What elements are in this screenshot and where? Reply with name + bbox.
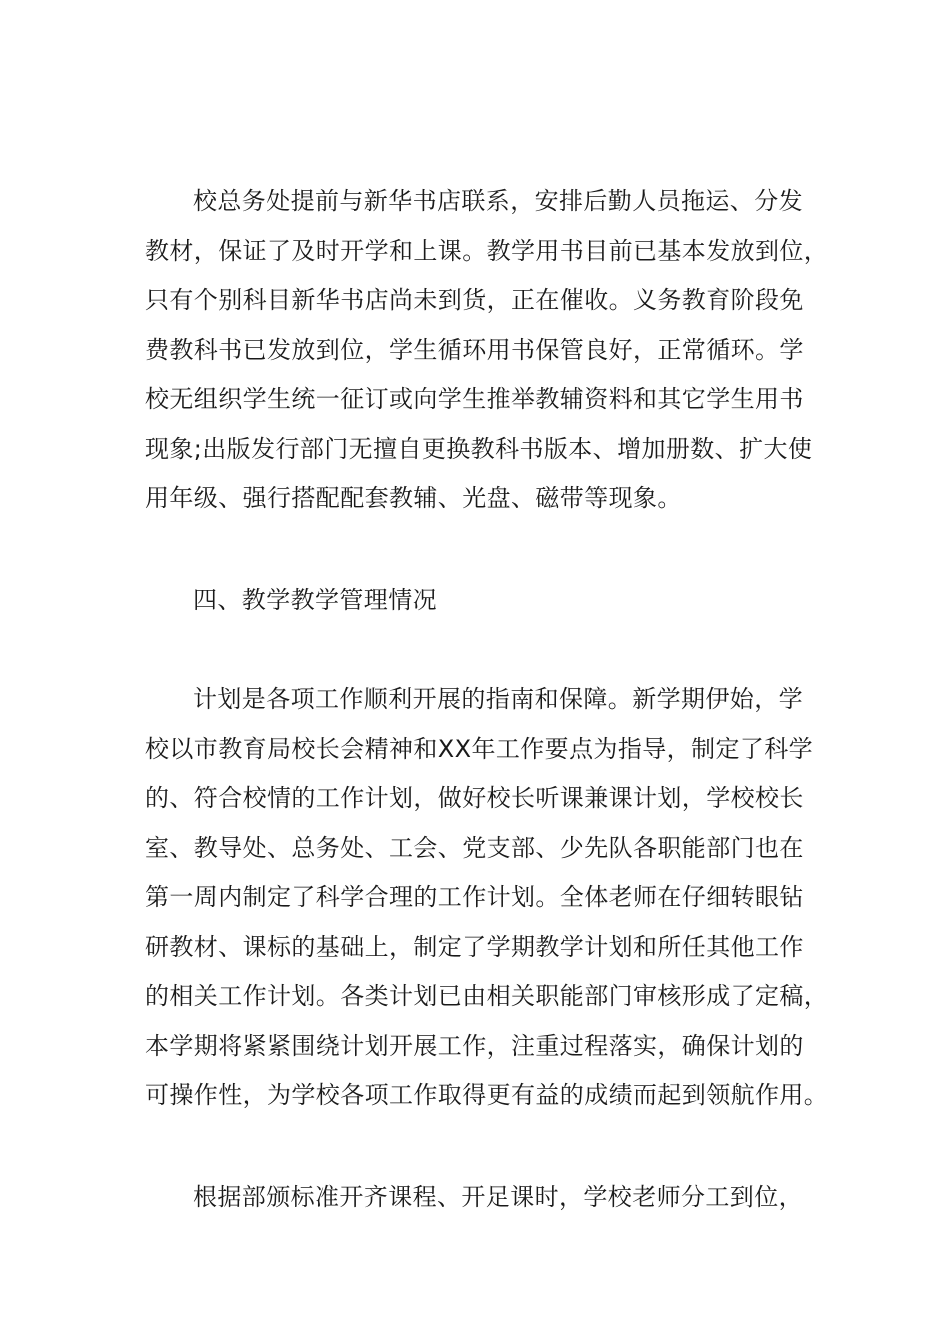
paragraph-3-line-1: 根据部颁标准开齐课程、开足课时，学校老师分工到位， — [193, 1183, 803, 1211]
paragraph-2-line-7: 的相关工作计划。各类计划已由相关职能部门审核形成了定稿， — [145, 982, 829, 1010]
paragraph-2-line-5: 第一周内制定了科学合理的工作计划。全体老师在仔细转眼钻 — [145, 883, 804, 911]
paragraph-1-line-5: 校无组织学生统一征订或向学生推举教辅资料和其它学生用书 — [145, 385, 804, 413]
paragraph-1-line-4: 费教科书已发放到位，学生循环用书保管良好，正常循环。学 — [145, 336, 804, 364]
paragraph-2-line-9: 可操作性，为学校各项工作取得更有益的成绩而起到领航作用。 — [145, 1081, 829, 1109]
paragraph-2-line-2: 校以市教育局校长会精神和XX年工作要点为指导，制定了科学 — [145, 735, 814, 763]
paragraph-1-line-6: 现象;出版发行部门无擅自更换教科书版本、增加册数、扩大使 — [145, 435, 813, 463]
paragraph-1-line-3: 只有个别科目新华书店尚未到货，正在催收。义务教育阶段免 — [145, 286, 804, 314]
paragraph-1-line-1: 校总务处提前与新华书店联系，安排后勤人员拖运、分发 — [193, 187, 803, 215]
paragraph-1-line-7: 用年级、强行搭配配套教辅、光盘、磁带等现象。 — [145, 484, 682, 512]
paragraph-2-line-1: 计划是各项工作顺利开展的指南和保障。新学期伊始，学 — [193, 685, 803, 713]
paragraph-2-line-6: 研教材、课标的基础上，制定了学期教学计划和所任其他工作 — [145, 933, 804, 961]
paragraph-1-line-2: 教材，保证了及时开学和上课。教学用书目前已基本发放到位， — [145, 237, 829, 265]
section-heading: 四、教学教学管理情况 — [193, 586, 437, 614]
paragraph-2-line-8: 本学期将紧紧围绕计划开展工作，注重过程落实，确保计划的 — [145, 1032, 804, 1060]
paragraph-2-line-4: 室、教导处、总务处、工会、党支部、少先队各职能部门也在 — [145, 834, 804, 862]
paragraph-2-line-3: 的、符合校情的工作计划，做好校长听课兼课计划，学校校长 — [145, 784, 804, 812]
